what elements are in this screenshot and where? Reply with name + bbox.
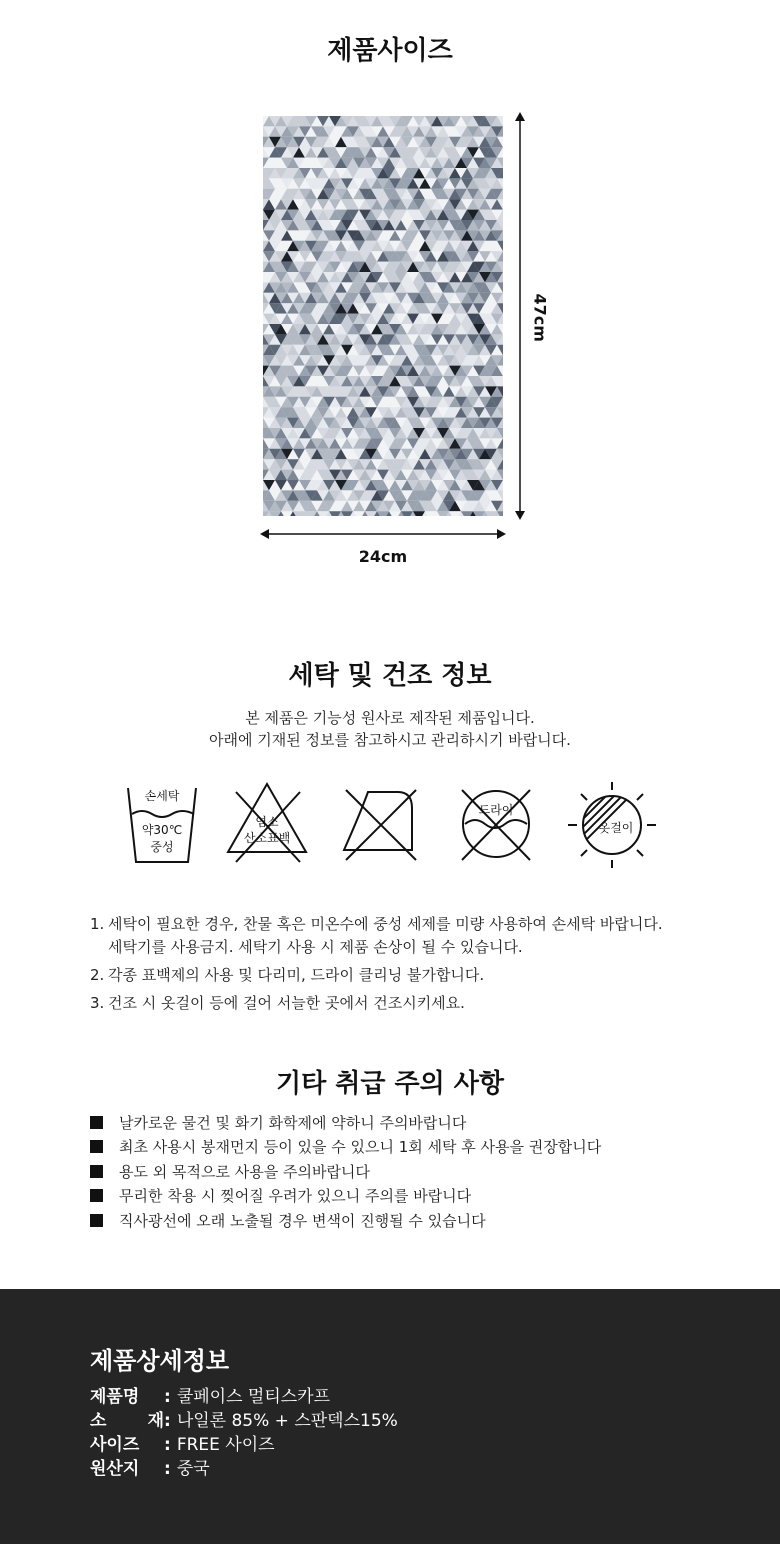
size-section-title: 제품사이즈 xyxy=(327,36,453,66)
detail-label-a: 소 xyxy=(90,1411,107,1431)
hand-wash-temp: 약30℃ xyxy=(141,823,183,837)
wash-note-text: 각종 표백제의 사용 및 다리미, 드라이 클리닝 불가합니다. xyxy=(108,966,485,984)
wash-note-number: 2. xyxy=(90,966,105,984)
detail-colon: : xyxy=(164,1435,171,1455)
wash-notes xyxy=(90,913,730,1020)
detail-label-b: 재 xyxy=(147,1411,164,1431)
wash-intro xyxy=(0,707,780,751)
dry-clean-label: 드라이 xyxy=(478,803,514,817)
bleach-label-2: 산소표백 xyxy=(243,831,291,845)
detail-row xyxy=(90,1433,398,1457)
detail-label xyxy=(90,1385,164,1409)
list-item-text: 날카로운 물건 및 화기 화학제에 약하니 주의바랍니다 xyxy=(119,1113,467,1132)
no-iron-icon xyxy=(338,778,422,868)
wash-section-title: 세탁 및 건조 정보 xyxy=(288,661,492,691)
wash-note-number: 1. xyxy=(90,915,105,933)
width-label: 24cm xyxy=(358,547,408,566)
wash-note xyxy=(90,964,730,987)
detail-value: 나일론 85% + 스판덱스15% xyxy=(176,1411,398,1431)
detail-value: 쿨페이스 멀티스카프 xyxy=(176,1387,331,1407)
bullet-square-icon xyxy=(90,1189,103,1202)
detail-label-a: 원산지 xyxy=(90,1459,140,1479)
etc-list xyxy=(90,1110,730,1233)
wash-note-text: 세탁이 필요한 경우, 찬물 혹은 미온수에 중성 세제를 미량 사용하여 손세탁 바랍니다. xyxy=(108,915,663,933)
list-item-text: 최초 사용시 봉재먼지 등이 있을 수 있으니 1회 세탁 후 사용을 권장합니다 xyxy=(119,1138,602,1157)
list-item xyxy=(90,1135,730,1160)
wash-note-text-cont: 세탁기를 사용금지. 세탁기 사용 시 제품 손상이 될 수 있습니다. xyxy=(108,938,523,956)
hand-wash-icon xyxy=(124,778,200,868)
no-dry-clean-icon xyxy=(456,778,536,868)
bullet-square-icon xyxy=(90,1116,103,1129)
hanger-dry-label: 옷걸이 xyxy=(598,821,634,835)
detail-row xyxy=(90,1409,398,1433)
wash-intro-line2: 아래에 기재된 정보를 참고하시고 관리하시기 바랍니다. xyxy=(209,731,571,749)
detail-label xyxy=(90,1409,164,1433)
detail-label-a: 사이즈 xyxy=(90,1435,140,1455)
scarf-pattern xyxy=(263,116,503,516)
bullet-square-icon xyxy=(90,1214,103,1227)
bleach-label-1: 염소 xyxy=(255,815,279,829)
detail-label xyxy=(90,1433,164,1457)
detail-colon: : xyxy=(164,1387,171,1407)
detail-row xyxy=(90,1385,398,1409)
detail-value: 중국 xyxy=(176,1459,210,1479)
detail-colon: : xyxy=(164,1411,171,1431)
detail-value: FREE 사이즈 xyxy=(176,1435,275,1455)
detail-colon: : xyxy=(164,1459,171,1479)
detail-rows xyxy=(90,1385,398,1481)
product-detail-section xyxy=(0,1289,780,1544)
list-item xyxy=(90,1184,730,1209)
detail-label-a: 제품명 xyxy=(90,1387,140,1407)
list-item xyxy=(90,1159,730,1184)
list-item xyxy=(90,1110,730,1135)
detail-row xyxy=(90,1457,398,1481)
hand-wash-label: 손세탁 xyxy=(144,789,180,803)
wash-note xyxy=(90,992,730,1015)
list-item-text: 직사광선에 오래 노출될 경우 변색이 진행될 수 있습니다 xyxy=(119,1211,486,1230)
height-arrow xyxy=(510,112,530,522)
wash-intro-line1: 본 제품은 기능성 원사로 제작된 제품입니다. xyxy=(245,709,535,727)
hand-wash-mild: 중성 xyxy=(150,840,174,854)
width-arrow xyxy=(260,524,506,544)
list-item xyxy=(90,1208,730,1233)
list-item-text: 용도 외 목적으로 사용을 주의바랍니다 xyxy=(119,1162,370,1181)
bullet-square-icon xyxy=(90,1140,103,1153)
list-item-text: 무리한 착용 시 찢어질 우려가 있으니 주의를 바랍니다 xyxy=(119,1187,472,1206)
detail-label xyxy=(90,1457,164,1481)
shade-hang-dry-icon xyxy=(566,778,658,868)
wash-note-number: 3. xyxy=(90,994,105,1012)
wash-note-text: 건조 시 옷걸이 등에 걸어 서늘한 곳에서 건조시키세요. xyxy=(108,994,465,1012)
no-bleach-icon xyxy=(222,778,312,868)
detail-section-title: 제품상세정보 xyxy=(90,1347,230,1375)
wash-note xyxy=(90,913,730,959)
product-scarf-image xyxy=(263,116,503,516)
bullet-square-icon xyxy=(90,1165,103,1178)
etc-section-title: 기타 취급 주의 사항 xyxy=(275,1069,505,1099)
height-label: 47cm xyxy=(530,293,550,342)
